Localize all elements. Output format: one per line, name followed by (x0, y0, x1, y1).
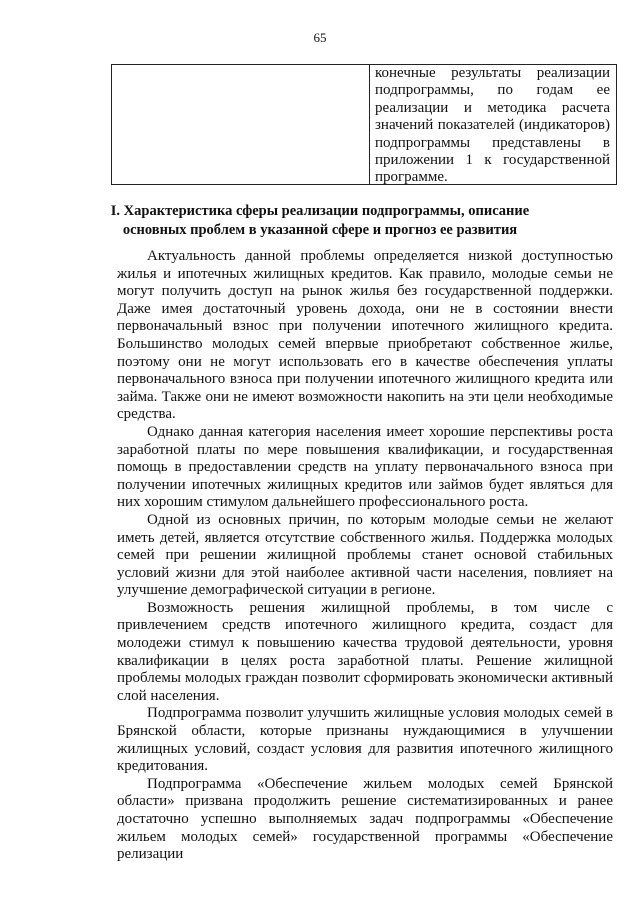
page-number: 65 (313, 30, 327, 45)
paragraph: Однако данная категория населения имеет хорошие перспективы роста заработной платы по мере повышения квалификации, и государственная помощь в предоставлении средств на уплату первоначального взноса при получении ипотечных жилищных кредитов или займов будет являться для них хорошим стимулом дальнейшего профессионального роста. (117, 423, 613, 511)
table-cell-text: конечные результаты реализации подпрограммы, по годам ее реализации и методика расчета значений показателей (индикаторов) подпрограммы представлены в приложении 1 к государственной программе. (375, 65, 610, 186)
paragraph: Актуальность данной проблемы определяется низкой доступностью жилья и ипотечных жилищных кредитов. Как правило, молодые семьи не могут получить доступ на рынок жилья без государственной поддержки. Даже имея достаточный уровень дохода, они не в состоянии внести первоначальный взнос при получении ипотечного жилищного кредита. Большинство молодых семей впервые приобретают собственное жилье, поэтому они не могут использовать его в качестве обеспечения уплаты первоначального взноса при получении ипотечного жилищного кредита или займа. Также они не имеют возможности накопить на эти цели необходимые средства. (117, 248, 613, 423)
body-text (117, 248, 613, 864)
paragraph: Возможность решения жилищной проблемы, в том числе с привлечением средств ипотечного жилищного кредита, создаст для молодежи стимул к повышению качества трудовой деятельности, уровня квалификации в целях роста заработной платы. Решение жилищной проблемы молодых граждан позволит сформировать экономически активный слой населения. (117, 599, 613, 704)
paragraph: Подпрограмма позволит улучшить жилищные условия молодых семей в Брянской области, которые признаны нуждающимися в улучшении жилищных условий, создаст условия для развития ипотечного жилищного кредитования. (117, 705, 613, 775)
table-cell-empty (112, 65, 370, 184)
paragraph: Одной из основных причин, по которым молодые семьи не желают иметь детей, является отсутствие собственного жилья. Поддержка молодых семей при решении жилищной проблемы станет основой стабильных условий жизни для этой наиболее активной части населения, повлияет на улучшение демографической ситуации в регионе. (117, 511, 613, 599)
section-heading: I. Характеристика сферы реализации подпрограммы, описание основных проблем в указанной сфере и прогноз ее развития (110, 203, 530, 238)
paragraph: Подпрограмма «Обеспечение жильем молодых семей Брянской области» призвана продолжить решение систематизированных и ранее достаточно успешно выполняемых задач подпрограммы «Обеспечение жильем молодых семей» государственной программы «Обеспечение релизации (117, 775, 613, 863)
continuation-table (111, 64, 617, 185)
